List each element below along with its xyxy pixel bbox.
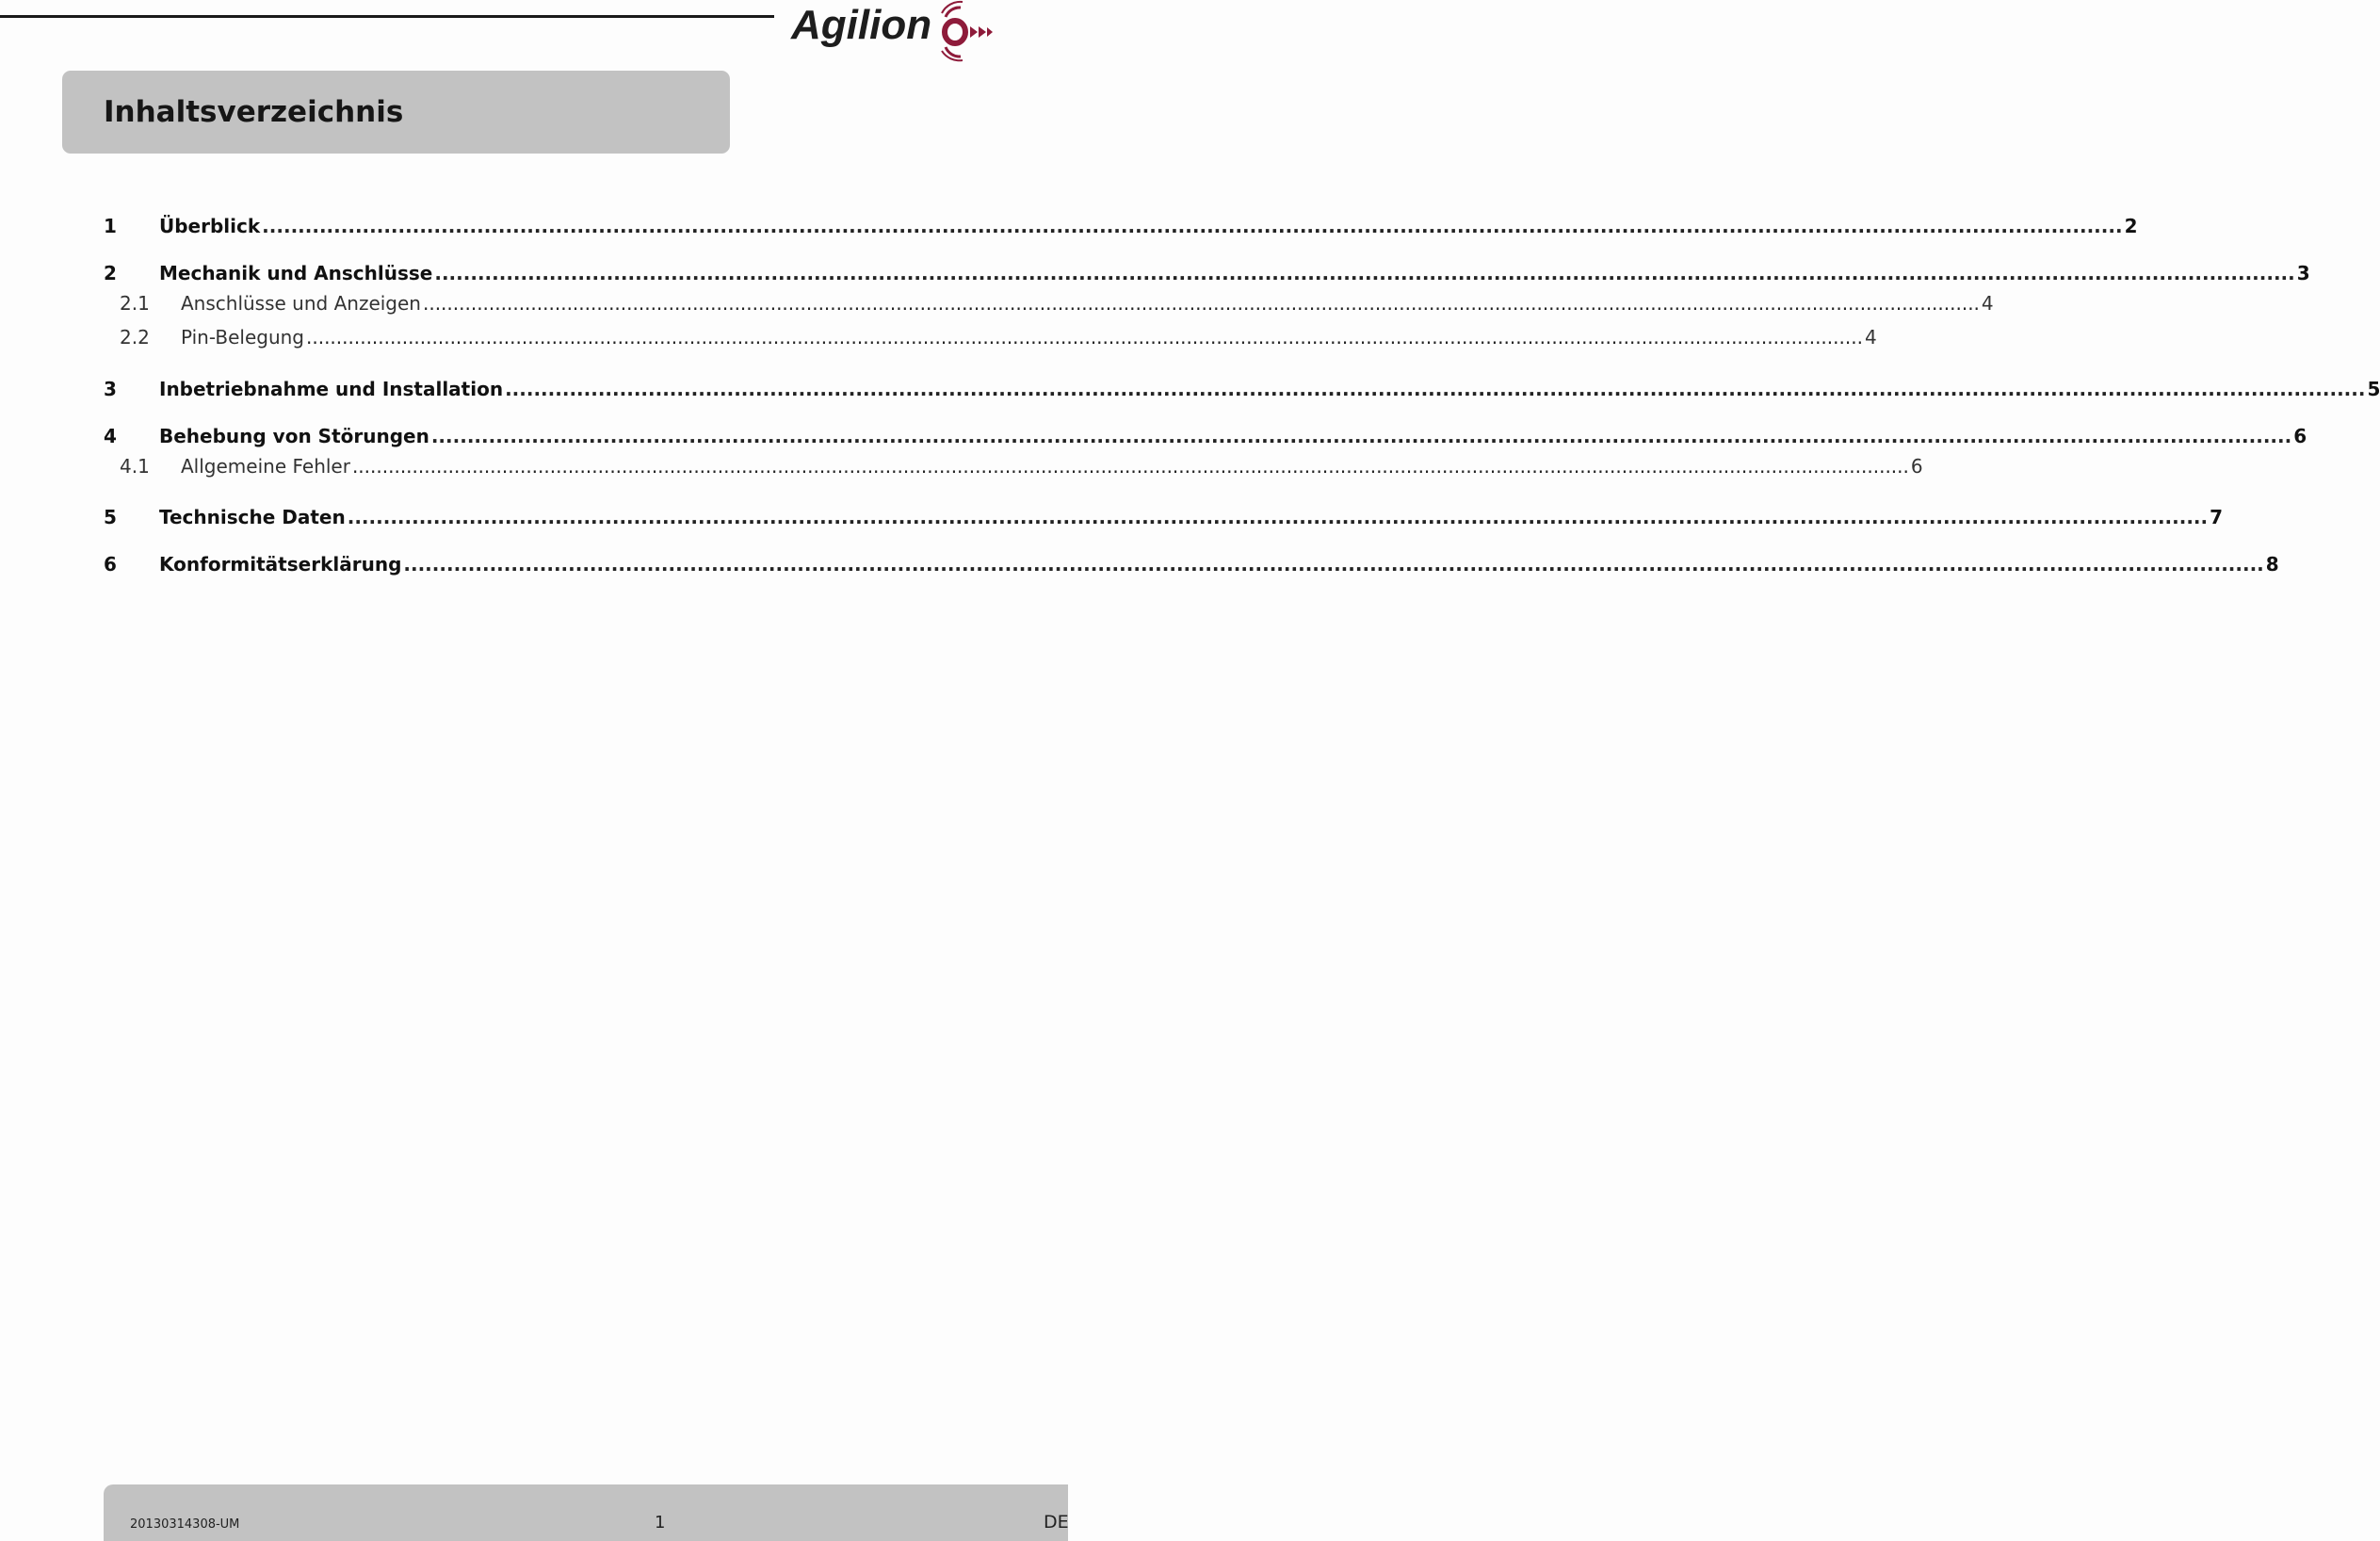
toc-leader-dots: .................................................................................................................................................................................................................................................................... bbox=[347, 506, 2209, 528]
toc-entry-title: Mechanik und Anschlüsse bbox=[159, 262, 433, 284]
toc-entry-page: 2 bbox=[2124, 215, 2138, 237]
toc-entry-title: Technische Daten bbox=[159, 506, 346, 528]
toc-entry-title: Konformitätserklärung bbox=[159, 553, 402, 576]
toc-leader-dots: .................................................................................................................................................................................................................................................................... bbox=[262, 215, 2123, 237]
toc-leader-dots: .................................................................................................................................................................................................................................................................... bbox=[306, 326, 1863, 349]
toc-entry-page: 4 bbox=[1981, 292, 1994, 315]
toc-entry-page: 6 bbox=[1910, 455, 1923, 478]
toc-entry-page: 8 bbox=[2265, 553, 2279, 576]
toc-entry[interactable] bbox=[104, 506, 2224, 532]
toc-entry[interactable] bbox=[104, 553, 2279, 579]
toc-entry-title: Pin-Belegung bbox=[181, 326, 304, 349]
toc-entry-page: 7 bbox=[2210, 506, 2224, 528]
toc-entry-title: Behebung von Störungen bbox=[159, 425, 429, 447]
toc-entry-title: Inbetriebnahme und Installation bbox=[159, 378, 504, 400]
toc-entry-title: Überblick bbox=[159, 215, 261, 237]
footer-language: DE bbox=[1044, 1512, 1069, 1533]
toc-leader-dots: .................................................................................................................................................................................................................................................................... bbox=[422, 292, 1980, 315]
footer-document-id: 20130314308-UM bbox=[130, 1517, 240, 1532]
toc-entry-number: 4 bbox=[104, 425, 117, 447]
toc-entry[interactable] bbox=[104, 262, 2310, 288]
footer-bar bbox=[104, 1484, 1068, 1541]
toc-leader-dots: .................................................................................................................................................................................................................................................................... bbox=[434, 262, 2295, 284]
signal-waves-icon bbox=[934, 0, 1002, 62]
toc-entry-page: 5 bbox=[2367, 378, 2380, 400]
toc-entry[interactable] bbox=[104, 326, 1877, 352]
toc-entry-number: 2.2 bbox=[120, 326, 150, 349]
toc-entry-title: Allgemeine Fehler bbox=[181, 455, 350, 478]
toc-entry-page: 6 bbox=[2293, 425, 2307, 447]
toc-entry[interactable] bbox=[104, 378, 2380, 404]
toc-entry-number: 3 bbox=[104, 378, 117, 400]
toc-leader-dots: .................................................................................................................................................................................................................................................................... bbox=[430, 425, 2292, 447]
toc-entry-number: 6 bbox=[104, 553, 117, 576]
logo-text: Agilion bbox=[791, 2, 932, 48]
toc-entry[interactable] bbox=[104, 215, 2138, 241]
agilion-logo bbox=[791, 0, 998, 62]
toc-leader-dots: .................................................................................................................................................................................................................................................................... bbox=[505, 378, 2366, 400]
toc-entry-number: 1 bbox=[104, 215, 117, 237]
header-rule bbox=[0, 15, 774, 18]
footer-page-number: 1 bbox=[655, 1513, 666, 1533]
toc-entry[interactable] bbox=[104, 455, 1923, 481]
toc-entry[interactable] bbox=[104, 292, 1994, 318]
title-box bbox=[62, 71, 730, 154]
toc-entry-number: 2 bbox=[104, 262, 117, 284]
toc-entry-title: Anschlüsse und Anzeigen bbox=[181, 292, 421, 315]
page-title: Inhaltsverzeichnis bbox=[104, 95, 404, 129]
toc-leader-dots: .................................................................................................................................................................................................................................................................... bbox=[403, 553, 2264, 576]
toc-entry-number: 4.1 bbox=[120, 455, 150, 478]
toc-entry[interactable] bbox=[104, 425, 2307, 451]
toc-entry-page: 4 bbox=[1864, 326, 1877, 349]
toc-leader-dots: .................................................................................................................................................................................................................................................................... bbox=[351, 455, 1909, 478]
toc-entry-page: 3 bbox=[2296, 262, 2310, 284]
toc-entry-number: 5 bbox=[104, 506, 117, 528]
toc-entry-number: 2.1 bbox=[120, 292, 150, 315]
